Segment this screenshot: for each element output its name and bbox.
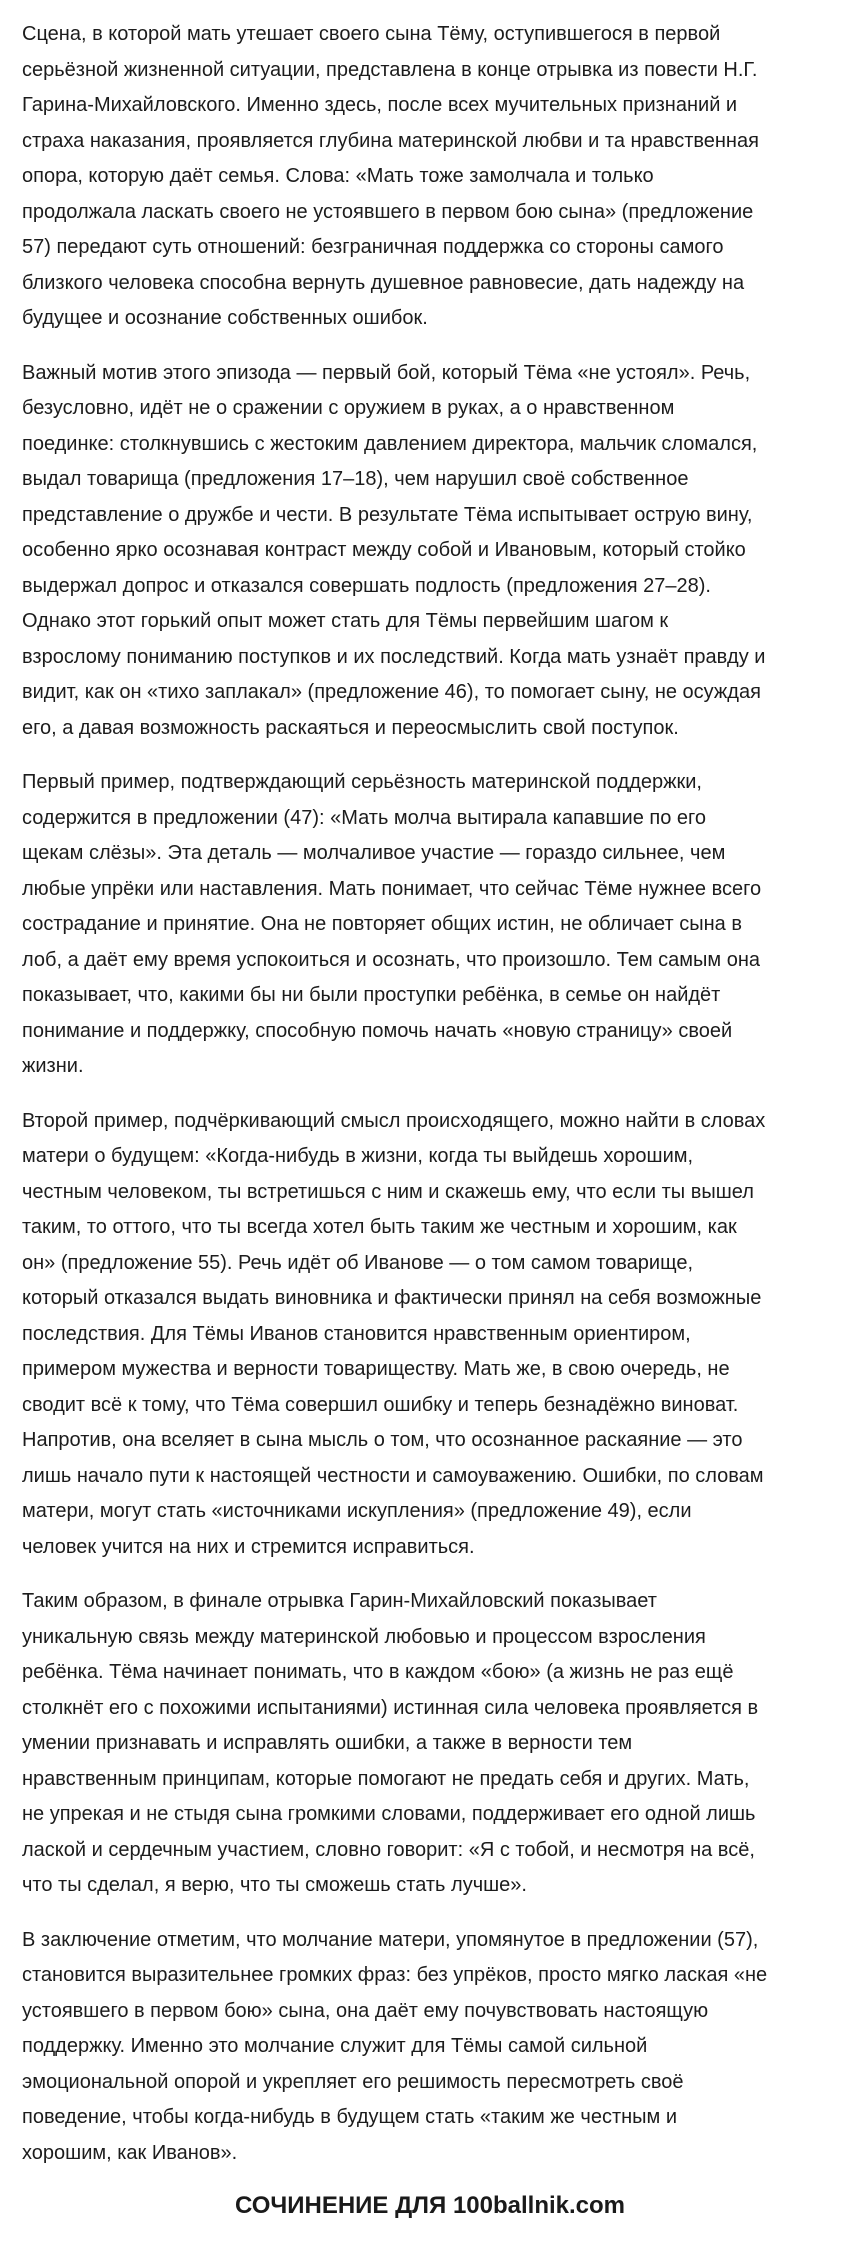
text-line: сострадание и принятие. Она не повторяет общих истин, не обличает сына в: [22, 913, 742, 935]
text-line: сводит всё к тому, что Тёма совершил ошибку и теперь безнадёжно виноват.: [22, 1393, 739, 1416]
text-line: представление о дружбе и чести. В результате Тёма испытывает острую вину,: [22, 503, 753, 526]
essay-body: [22, 17, 838, 2171]
text-line: любые упрёки или наставления. Мать понимает, что сейчас Тёме нужнее всего: [22, 877, 762, 900]
paragraph: [22, 765, 838, 1085]
text-line: Важный мотив этого эпизода — первый бой, который Тёма «не устоял». Речь,: [22, 361, 751, 384]
paragraph: [22, 356, 838, 747]
text-line: поддержку. Именно это молчание служит для Тёмы самой сильной: [22, 2035, 648, 2057]
text-line: Таким образом, в финале отрывка Гарин-Михайловский показывает: [22, 1590, 657, 1612]
text-line: поединке: столкнувшись с жестоким давлением директора, мальчик сломался,: [22, 432, 758, 455]
text-line: нравственным принципам, которые помогают не предать себя и других. Мать,: [22, 1767, 750, 1790]
text-line: который отказался выдать виновника и фактически принял на себя возможные: [22, 1287, 762, 1309]
text-line: 57) передают суть отношений: безграничная поддержка со стороны самого: [22, 236, 724, 258]
text-line: видит, как он «тихо заплакал» (предложение 46), то помогает сыну, не осуждая: [22, 681, 761, 703]
text-line: выдал товарища (предложения 17–18), чем нарушил своё собственное: [22, 468, 689, 490]
text-line: лаской и сердечным участием, словно говорит: «Я с тобой, и несмотря на всё,: [22, 1838, 755, 1861]
text-line: хорошим, как Иванов».: [22, 2141, 238, 2164]
text-line: серьёзной жизненной ситуации, представлена в конце отрывка из повести Н.Г.: [22, 58, 758, 81]
paragraph: [22, 1104, 838, 1566]
text-line: лоб, а даёт ему время успокоиться и осознать, что произошло. Тем самым она: [22, 948, 760, 971]
text-line: человек учится на них и стремится исправиться.: [22, 1535, 475, 1558]
text-line: что ты сделал, я верю, что ты сможешь стать лучше».: [22, 1874, 527, 1896]
text-line: взрослому пониманию поступков и их последствий. Когда мать узнаёт правду и: [22, 645, 766, 668]
text-line: столкнёт его с похожими испытаниями) истинная сила человека проявляется в: [22, 1696, 759, 1719]
text-line: продолжала ласкать своего не устоявшего в первом бою сына» (предложение: [22, 200, 754, 223]
text-line: опора, которую даёт семья. Слова: «Мать тоже замолчала и только: [22, 165, 654, 187]
paragraph: [22, 17, 838, 337]
text-line: особенно ярко осознавая контраст между собой и Ивановым, который стойко: [22, 539, 746, 561]
text-line: Первый пример, подтверждающий серьёзность материнской поддержки,: [22, 771, 702, 793]
text-line: жизни.: [22, 1055, 84, 1077]
text-line: лишь начало пути к настоящей честности и самоуважению. Ошибки, по словам: [22, 1464, 764, 1487]
text-line: уникальную связь между материнской любовью и процессом взросления: [22, 1625, 706, 1648]
text-line: его, а давая возможность раскаяться и переосмыслить свой поступок.: [22, 716, 679, 739]
text-line: ребёнка. Тёма начинает понимать, что в каждом «бою» (а жизнь не раз ещё: [22, 1661, 734, 1683]
text-line: выдержал допрос и отказался совершать подлость (предложения 27–28).: [22, 574, 711, 597]
text-line: Второй пример, подчёркивающий смысл происходящего, можно найти в словах: [22, 1109, 766, 1132]
text-line: Сцена, в которой мать утешает своего сына Тёму, оступившегося в первой: [22, 23, 721, 45]
text-line: понимание и поддержку, способную помочь начать «новую страницу» своей: [22, 1019, 733, 1042]
text-line: Однако этот горький опыт может стать для Тёмы первейшим шагом к: [22, 610, 669, 632]
text-line: щекам слёзы». Эта деталь — молчаливое участие — гораздо сильнее, чем: [22, 842, 726, 864]
text-line: близкого человека способна вернуть душевное равновесие, дать надежду на: [22, 271, 745, 294]
text-line: умении признавать и исправлять ошибки, а также в верности тем: [22, 1732, 633, 1754]
text-line: показывает, что, какими бы ни были проступки ребёнка, в семье он найдёт: [22, 984, 721, 1006]
text-line: будущее и осознание собственных ошибок.: [22, 307, 428, 329]
text-line: поведение, чтобы когда-нибудь в будущем стать «таким же честным и: [22, 2106, 677, 2128]
text-line: эмоциональной опорой и укрепляет его решимость пересмотреть своё: [22, 2070, 684, 2093]
paragraph: [22, 1584, 838, 1904]
text-line: устоявшего в первом бою» сына, она даёт ему почувствовать настоящую: [22, 1999, 709, 2022]
text-line: матери, могут стать «источниками искупления» (предложение 49), если: [22, 1500, 692, 1522]
text-line: он» (предложение 55). Речь идёт об Иванове — о том самом товарище,: [22, 1251, 693, 1274]
text-line: Гарина-Михайловского. Именно здесь, после всех мучительных признаний и: [22, 94, 738, 116]
text-line: безусловно, идёт не о сражении с оружием в руках, а о нравственном: [22, 397, 675, 419]
text-line: содержится в предложении (47): «Мать молча вытирала капавшие по его: [22, 806, 707, 829]
text-line: последствия. Для Тёмы Иванов становится нравственным ориентиром,: [22, 1322, 691, 1345]
text-line: таким, то оттого, что ты всегда хотел быть таким же честным и хорошим, как: [22, 1216, 737, 1238]
text-line: не упрекая и не стыдя сына громкими словами, поддерживает его одной лишь: [22, 1803, 756, 1825]
text-line: В заключение отметим, что молчание матери, упомянутое в предложении (57),: [22, 1928, 759, 1951]
text-line: примером мужества и верности товариществу. Мать же, в свою очередь, не: [22, 1358, 730, 1380]
text-line: становится выразительнее громких фраз: без упрёков, просто мягко лаская «не: [22, 1964, 768, 1986]
text-line: страха наказания, проявляется глубина материнской любви и та нравственная: [22, 129, 759, 152]
paragraph: [22, 1923, 838, 2172]
text-line: честным человеком, ты встретишься с ним и скажешь ему, что если ты вышел: [22, 1180, 754, 1203]
essay-footer: СОЧИНЕНИЕ ДЛЯ 100ballnik.com: [234, 2192, 626, 2219]
text-line: Напротив, она вселяет в сына мысль о том, что осознанное раскаяние — это: [22, 1429, 743, 1451]
text-line: матери о будущем: «Когда-нибудь в жизни, когда ты выйдешь хорошим,: [22, 1145, 694, 1167]
